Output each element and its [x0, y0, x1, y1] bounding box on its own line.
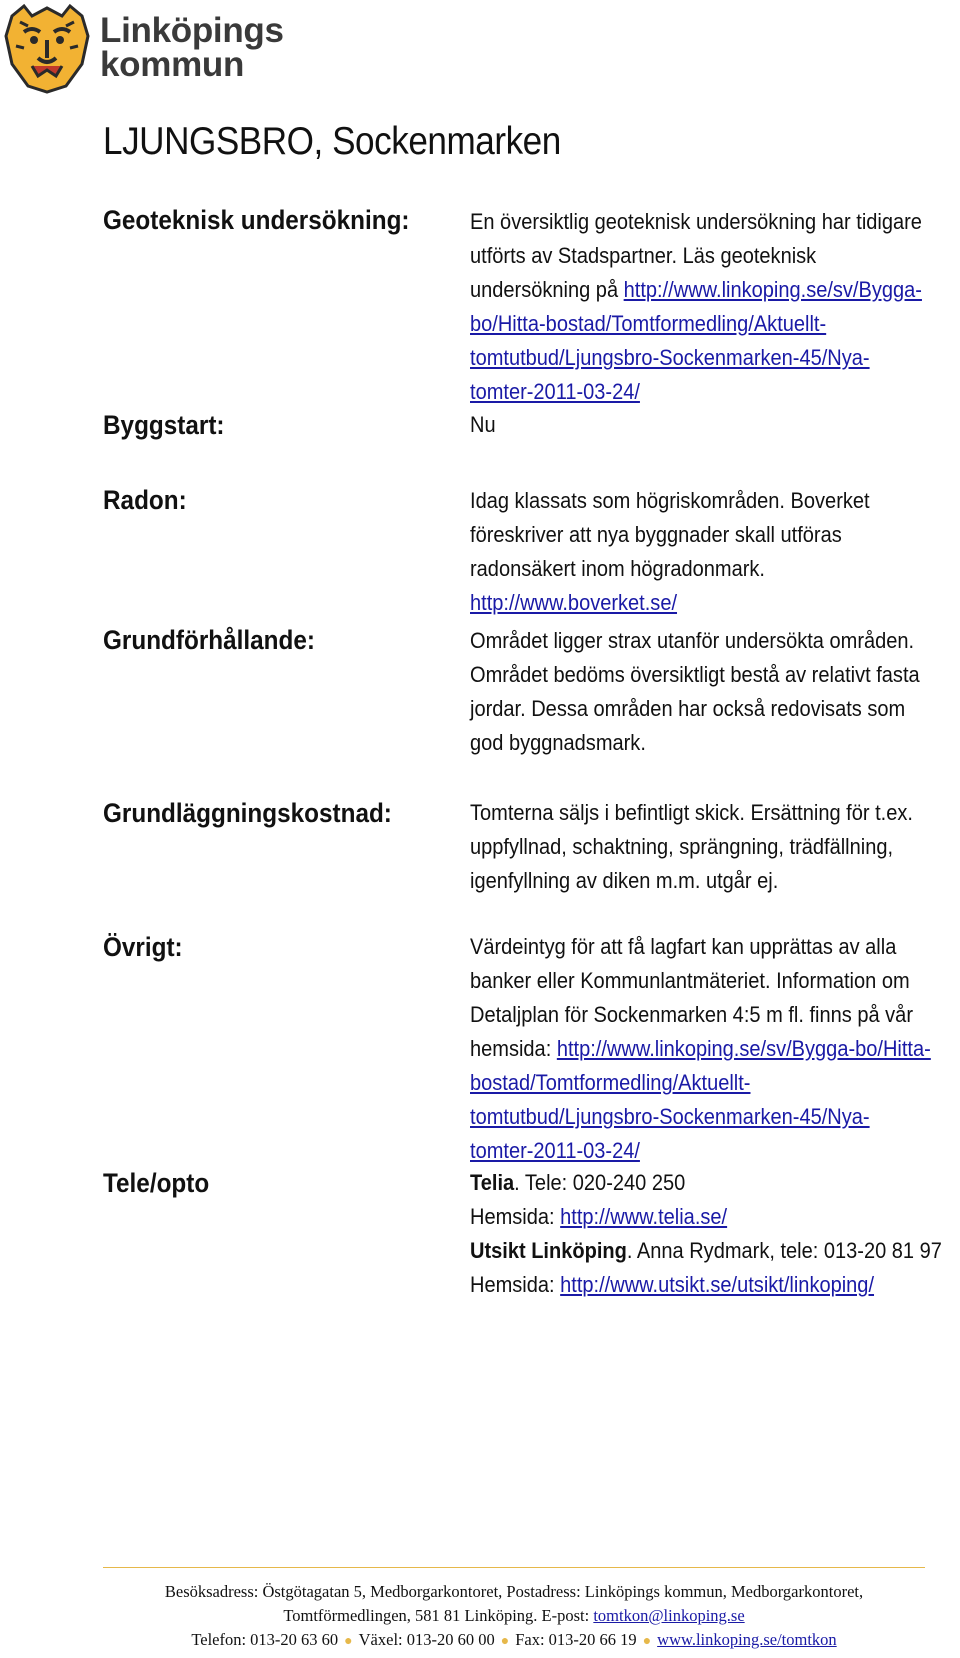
logo-line-2: kommun [100, 45, 245, 84]
utsikt-line [470, 1234, 942, 1268]
geoteknisk-link[interactable]: http://www.linkoping.se/sv/Bygga-bo/Hitta-bostad/Tomtformedling/Aktuellt-tomtutbud/Ljungsbro-Sockenmarken-45/Nya-tomter-2011-03-24/ [470, 277, 922, 404]
telia-name: Telia [470, 1170, 515, 1195]
value-geoteknisk [470, 205, 933, 409]
footer-contacts [103, 1628, 925, 1654]
bullet-icon: ● [344, 1634, 353, 1649]
label-geoteknisk: Geoteknisk undersökning: [103, 205, 410, 235]
boverket-link[interactable]: http://www.boverket.se/ [470, 590, 678, 615]
utsikt-contact: . Anna Rydmark, tele: 013-20 81 97 [626, 1238, 942, 1263]
logo-line-1: Linköpings [100, 11, 284, 50]
footer-email-link[interactable]: tomtkon@linkoping.se [593, 1606, 745, 1625]
value-ovrigt [470, 930, 933, 1168]
ovrigt-link[interactable]: http://www.linkoping.se/sv/Bygga-bo/Hitta-bostad/Tomtformedling/Aktuellt-tomtutbud/Ljungsbro-Sockenmarken-45/Nya-tomter-2011-03-24/ [470, 1036, 931, 1163]
grundforhallande-text-1: Området ligger strax utanför undersökta områden. [470, 628, 915, 653]
telia-phone: . Tele: 020-240 250 [514, 1170, 686, 1195]
label-ovrigt: Övrigt: [103, 932, 183, 962]
utsikt-link[interactable]: http://www.utsikt.se/utsikt/linkoping/ [560, 1272, 875, 1297]
footer-address-1: Besöksadress: Östgötagatan 5, Medborgarkontoret, Postadress: Linköpings kommun, Medborgarkontoret, [164, 1582, 864, 1601]
geoteknisk-text: En översiktlig geoteknisk undersökning har tidigare utförts av Stadspartner. Läs geoteknisk undersökning på [470, 209, 922, 302]
lion-emblem-icon [2, 2, 92, 94]
footer [103, 1580, 925, 1654]
label-byggstart: Byggstart: [103, 410, 225, 440]
footer-address-2 [103, 1604, 925, 1628]
grundforhallande-text-2: Området bedöms översiktligt bestå av relativt fasta jordar. Dessa områden har också redovisats som god byggnadsmark. [470, 662, 920, 755]
ovrigt-text: Värdeintyg för att få lagfart kan upprättas av alla banker eller Kommunlantmäteriet. Information om Detaljplan för Sockenmarken 4:5 m fl. finns på vår hemsida: [470, 934, 913, 1061]
utsikt-hemsida-label: Hemsida: [470, 1272, 561, 1297]
logo-wordmark [100, 11, 284, 84]
value-radon [470, 484, 933, 620]
utsikt-name: Utsikt Linköping [470, 1238, 627, 1263]
utsikt-hemsida-line [470, 1268, 933, 1302]
telia-link[interactable]: http://www.telia.se/ [560, 1204, 728, 1229]
label-grundforhallande: Grundförhållande: [103, 625, 315, 655]
bullet-icon: ● [500, 1634, 510, 1649]
telia-line [470, 1166, 933, 1200]
telia-hemsida-label: Hemsida: [470, 1204, 561, 1229]
label-grundlaggning: Grundläggningskostnad: [103, 798, 392, 828]
label-radon: Radon: [103, 485, 187, 515]
telia-hemsida-line [470, 1200, 933, 1234]
kommun-logo [0, 0, 300, 100]
radon-text: Idag klassats som högriskområden. Boverket föreskriver att nya byggnader skall utföras radonsäkert inom högradonmark. [470, 488, 870, 581]
value-tele [470, 1166, 942, 1302]
footer-divider [103, 1567, 925, 1568]
footer-telefon: Telefon: 013-20 63 60 [191, 1630, 339, 1649]
footer-vaxel: Växel: 013-20 60 00 [358, 1630, 495, 1649]
bullet-icon: ● [642, 1634, 652, 1649]
footer-website-link[interactable]: www.linkoping.se/tomtkon [657, 1630, 837, 1649]
footer-fax: Fax: 013-20 66 19 [515, 1630, 637, 1649]
value-grundforhallande [470, 624, 933, 760]
value-byggstart: Nu [470, 412, 496, 437]
label-tele: Tele/opto [103, 1168, 210, 1198]
page-title: LJUNGSBRO, Sockenmarken [103, 120, 561, 163]
value-grundlaggning: Tomterna säljs i befintligt skick. Ersättning för t.ex. uppfyllnad, schaktning, sprängning, trädfällning, igenfyllning av diken m.m. utgår ej. [470, 800, 913, 893]
footer-address-2-text: Tomtförmedlingen, 581 81 Linköping. E-post: [283, 1606, 594, 1625]
